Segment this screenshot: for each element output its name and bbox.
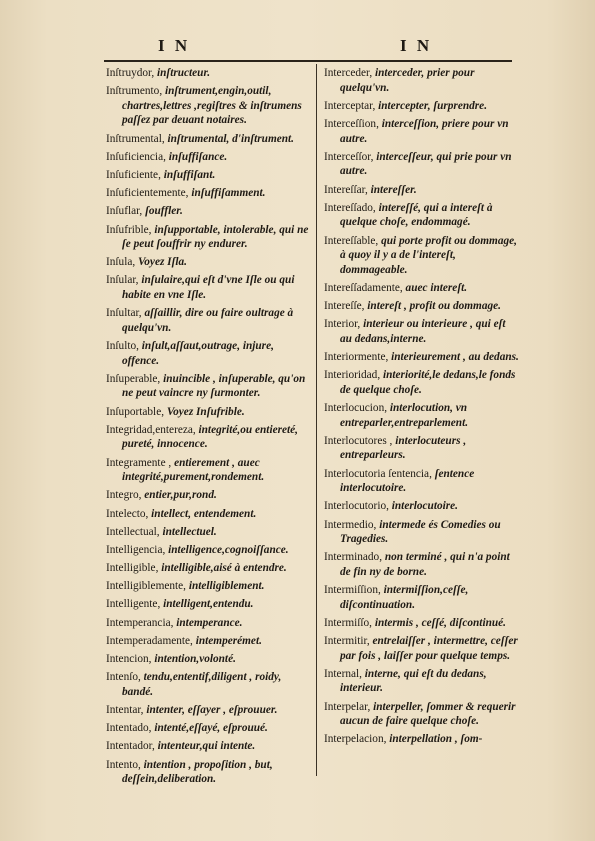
headword: Interceptar, bbox=[324, 99, 379, 112]
headword: Intelligencia, bbox=[106, 543, 169, 556]
translation: intemperémet. bbox=[195, 634, 262, 647]
translation: interpellation , ſom- bbox=[389, 733, 483, 746]
dictionary-entry bbox=[324, 150, 520, 179]
headword: Inſuflar, bbox=[106, 205, 146, 218]
translation: non terminé , qui n'a point de fin ny de borne. bbox=[340, 551, 510, 578]
headword: Intelligiblemente, bbox=[106, 580, 189, 593]
translation: tendu,ententif,diligent , roidy, bandé. bbox=[122, 671, 282, 698]
headword: Intemperadamente, bbox=[106, 634, 196, 647]
translation: intelligent,entendu. bbox=[163, 598, 254, 611]
translation: inſtrument,engin,outil, chartres,lettres ,regiſtres & inſtrumens paſſez par deuant notaires. bbox=[122, 85, 302, 127]
running-header bbox=[100, 36, 520, 62]
dictionary-entry bbox=[324, 350, 520, 365]
dictionary-entry bbox=[106, 186, 312, 201]
translation: interlocutoire. bbox=[391, 500, 458, 513]
column-divider bbox=[316, 64, 317, 776]
headword: Intencion, bbox=[106, 653, 155, 666]
dictionary-entry bbox=[324, 401, 520, 430]
headword: Intentar, bbox=[106, 704, 147, 716]
dictionary-entry bbox=[106, 132, 312, 147]
translation: intelligible,aisé à entendre. bbox=[161, 562, 287, 575]
headword: Inſtruydor, bbox=[106, 67, 158, 79]
dictionary-entry bbox=[324, 434, 520, 463]
dictionary-entry bbox=[324, 667, 520, 696]
translation: inſuffiſamment. bbox=[191, 187, 266, 200]
dictionary-entry bbox=[324, 499, 520, 514]
translation: entier,pur,rond. bbox=[144, 489, 217, 502]
dictionary-entry bbox=[106, 721, 312, 736]
headword: Inſuficientemente, bbox=[106, 187, 192, 200]
headword: Inſuficiente, bbox=[106, 168, 164, 181]
headword: Intelligente, bbox=[106, 598, 164, 611]
translation: interne, qui eſt du dedans, interieur. bbox=[340, 667, 487, 695]
dictionary-entry bbox=[106, 223, 312, 252]
headword: Inſuficiencia, bbox=[106, 150, 169, 163]
dictionary-entry bbox=[324, 99, 520, 114]
translation: entrelaiſſer , intermettre, ceſſer par fois , laiſſer pour quelque temps. bbox=[340, 635, 518, 662]
headword: Intentado, bbox=[106, 722, 155, 735]
headword: Intermiſſo, bbox=[324, 616, 375, 629]
headword: Intemperancia, bbox=[106, 616, 177, 629]
dictionary-entry bbox=[324, 616, 520, 631]
translation: inſuffiſance. bbox=[168, 150, 228, 163]
translation: interieurement , au dedans. bbox=[391, 351, 519, 364]
dictionary-entry bbox=[324, 299, 520, 314]
translation: intercepter, ſurprendre. bbox=[378, 99, 488, 112]
dictionary-entry bbox=[324, 467, 520, 496]
dictionary-entry bbox=[106, 652, 312, 667]
dictionary-entry bbox=[324, 583, 520, 612]
dictionary-entry bbox=[106, 306, 312, 335]
dictionary-entry bbox=[106, 150, 312, 165]
dictionary-entry bbox=[106, 255, 312, 270]
headword: Intelecto, bbox=[106, 507, 152, 520]
dictionary-entry bbox=[324, 700, 520, 729]
headword: Interlocucion, bbox=[324, 402, 390, 414]
headword: Inſultar, bbox=[106, 307, 145, 320]
dictionary-entry bbox=[324, 281, 520, 296]
headword: Interceſſion, bbox=[324, 117, 382, 130]
headword: Intermiſſion, bbox=[324, 584, 384, 597]
headword: Interiormente, bbox=[324, 351, 392, 364]
translation: intention , propoſition , but, deſſein,deliberation. bbox=[122, 758, 273, 786]
translation: aſſaillir, dire ou faire oultrage à quelqu'vn. bbox=[122, 307, 294, 334]
headword: Interlocutoria ſentencia, bbox=[324, 467, 435, 480]
dictionary-entry bbox=[106, 423, 312, 452]
translation: intermiſſion,ceſſe, diſcontinuation. bbox=[340, 584, 469, 611]
headword: Intermedio, bbox=[324, 518, 380, 531]
translation: inſuffiſant. bbox=[163, 168, 216, 181]
dictionary-entry bbox=[324, 66, 520, 95]
dictionary-entry bbox=[324, 732, 520, 747]
translation: intermis , ceſſé, diſcontinué. bbox=[374, 616, 506, 629]
headword: Intelligible, bbox=[106, 562, 162, 575]
dictionary-entry bbox=[106, 168, 312, 183]
header-left: I N bbox=[158, 36, 191, 55]
headword: Interceſſor, bbox=[324, 150, 377, 163]
headword: Integro, bbox=[106, 489, 145, 502]
headword: Inſula, bbox=[106, 256, 138, 269]
headword: Inſuportable, bbox=[106, 405, 167, 418]
headword: Interlocutores , bbox=[324, 434, 396, 447]
dictionary-entry bbox=[106, 488, 312, 503]
translation: interpeller, ſommer & requerir aucun de faire quelque choſe. bbox=[340, 700, 516, 728]
dictionary-entry bbox=[106, 616, 312, 631]
translation: intereſt , profit ou dommage. bbox=[367, 300, 501, 313]
headword: Interlocutorio, bbox=[324, 500, 392, 513]
dictionary-entry bbox=[106, 66, 312, 81]
headword: Interpelar, bbox=[324, 700, 374, 713]
dictionary-entry bbox=[324, 317, 520, 346]
translation: interlocution, vn entreparler,entreparlement. bbox=[340, 402, 469, 429]
dictionary-entry bbox=[106, 204, 312, 219]
headword: Interioridad, bbox=[324, 369, 383, 382]
translation: interiorité,le dedans,le fonds de quelque choſe. bbox=[340, 369, 516, 396]
right-column bbox=[324, 66, 520, 751]
dictionary-entry bbox=[106, 597, 312, 612]
dictionary-entry bbox=[106, 758, 312, 787]
translation: Voyez Inſufrible. bbox=[166, 405, 245, 418]
dictionary-entry bbox=[324, 201, 520, 230]
dictionary-entry bbox=[106, 579, 312, 594]
translation: ſentence interlocutoire. bbox=[340, 467, 475, 495]
translation: interceſſeur, qui prie pour vn autre. bbox=[340, 150, 512, 178]
translation: integrité,ou entiereté, pureté, innocence. bbox=[122, 423, 298, 451]
headword: Intereſſable, bbox=[324, 234, 382, 247]
dictionary-entry bbox=[106, 739, 312, 754]
headword: Interminado, bbox=[324, 551, 385, 564]
dictionary-entry bbox=[106, 405, 312, 420]
headword: Intentador, bbox=[106, 740, 158, 753]
translation: intelligiblement. bbox=[188, 580, 265, 593]
headword: Interpelacion, bbox=[324, 733, 390, 746]
header-right: I N bbox=[400, 36, 433, 55]
translation: entierement , auec integrité,purement,rondement. bbox=[122, 456, 265, 484]
dictionary-entry bbox=[106, 84, 312, 128]
dictionary-entry bbox=[324, 117, 520, 146]
translation: interceſſion, priere pour vn autre. bbox=[340, 117, 509, 145]
headword: Inſular, bbox=[106, 274, 142, 287]
headword: Internal, bbox=[324, 667, 365, 680]
translation: intereſſer. bbox=[370, 183, 417, 196]
dictionary-entry bbox=[324, 234, 520, 278]
headword: Interceder, bbox=[324, 67, 375, 79]
dictionary-entry bbox=[106, 703, 312, 718]
translation: inſulaire,qui eſt d'vne Iſle ou qui habite en vne Iſle. bbox=[122, 274, 295, 302]
translation: inſupportable, intolerable, qui ne ſe peut ſouffrir ny endurer. bbox=[122, 223, 309, 251]
headword: Integridad,entereza, bbox=[106, 423, 199, 436]
translation: interieur ou interieure , qui eſt au dedans,interne. bbox=[340, 318, 506, 345]
translation: intereſſé, qui a intereſt à quelque choſe, endommagé. bbox=[340, 201, 493, 229]
headword: Intenſo, bbox=[106, 671, 144, 684]
headword: Inſtrumental, bbox=[106, 132, 168, 145]
dictionary-entry bbox=[106, 273, 312, 302]
dictionary-entry bbox=[324, 183, 520, 198]
headword: Inſtrumento, bbox=[106, 85, 165, 98]
headword: Intermitir, bbox=[324, 635, 373, 648]
translation: inſtructeur. bbox=[157, 67, 211, 79]
dictionary-entry bbox=[106, 561, 312, 576]
left-column bbox=[106, 66, 312, 790]
translation: intermede és Comedies ou Tragedies. bbox=[340, 518, 501, 546]
translation: inuincible , inſuperable, qu'on ne peut vaincre ny ſurmonter. bbox=[122, 372, 306, 400]
dictionary-entry bbox=[106, 634, 312, 649]
headword: Intellectual, bbox=[106, 525, 163, 538]
translation: interlocuteurs , entreparleurs. bbox=[340, 434, 467, 462]
translation: intemperance. bbox=[176, 616, 243, 629]
translation: intenteur,qui intente. bbox=[157, 740, 256, 753]
dictionary-entry bbox=[106, 543, 312, 558]
headword: Inſulto, bbox=[106, 340, 142, 353]
dictionary-entry bbox=[106, 670, 312, 699]
headword: Interior, bbox=[324, 318, 364, 331]
headword: Intereſſadamente, bbox=[324, 281, 406, 294]
translation: auec intereſt. bbox=[405, 281, 468, 294]
translation: interceder, prier pour quelqu'vn. bbox=[340, 67, 475, 94]
translation: intenter, eſſayer , eſprouuer. bbox=[146, 704, 278, 716]
header-rule bbox=[104, 60, 512, 62]
translation: inſtrumental, d'inſtrument. bbox=[167, 132, 294, 145]
translation: intellectuel. bbox=[162, 525, 217, 538]
translation: intention,volonté. bbox=[154, 653, 236, 666]
translation: qui porte profit ou dommage, à quoy il y a de l'intereſt, dommageable. bbox=[340, 234, 517, 276]
dictionary-entry bbox=[106, 456, 312, 485]
translation: inſult,aſſaut,outrage, injure, offence. bbox=[122, 340, 274, 367]
headword: Inſuperable, bbox=[106, 372, 164, 385]
dictionary-entry bbox=[106, 525, 312, 540]
headword: Intereſſado, bbox=[324, 201, 379, 214]
headword: Inſufrible, bbox=[106, 223, 155, 236]
translation: Voyez Iſla. bbox=[138, 256, 187, 269]
dictionary-entry bbox=[106, 339, 312, 368]
dictionary-entry bbox=[324, 550, 520, 579]
headword: Intereſſar, bbox=[324, 183, 371, 196]
translation: intelligence,cognoiſſance. bbox=[168, 543, 289, 556]
headword: Intereſſe, bbox=[324, 300, 368, 313]
dictionary-entry bbox=[324, 518, 520, 547]
translation: intellect, entendement. bbox=[151, 507, 257, 520]
dictionary-entry bbox=[324, 368, 520, 397]
translation: ſouffler. bbox=[145, 205, 183, 218]
dictionary-entry bbox=[106, 372, 312, 401]
headword: Integramente , bbox=[106, 456, 175, 469]
dictionary-entry bbox=[106, 507, 312, 522]
headword: Intento, bbox=[106, 758, 144, 771]
translation: intenté,eſſayé, eſprouué. bbox=[154, 722, 268, 735]
dictionary-entry bbox=[324, 634, 520, 663]
